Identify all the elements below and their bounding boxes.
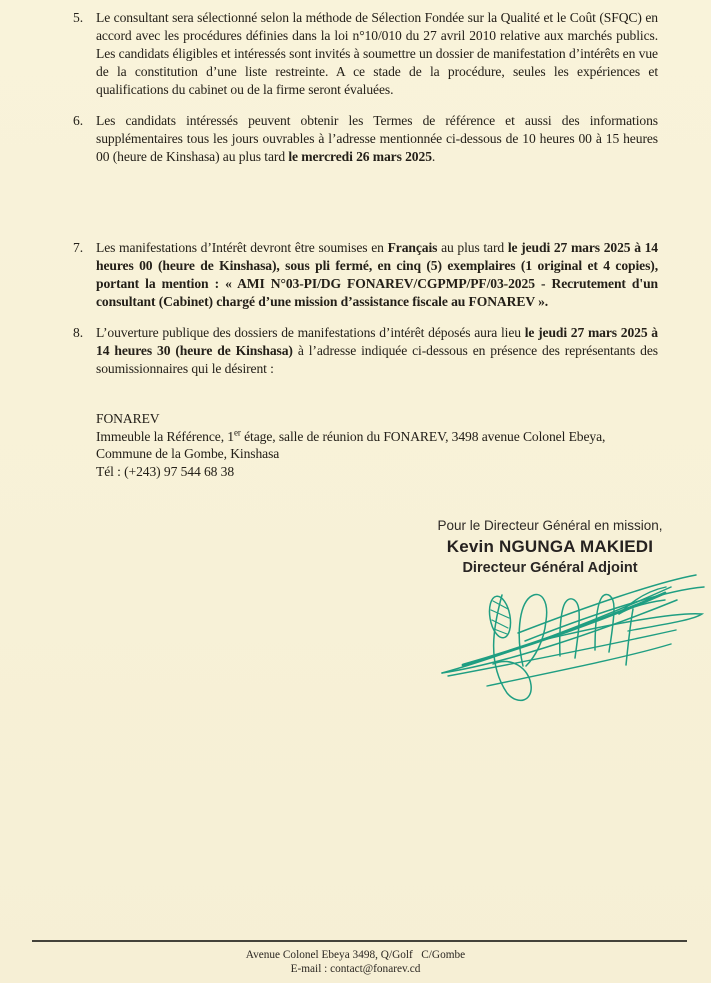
item-text: L’ouverture publique des dossiers de manifestations d’intérêt déposés aura lieu le jeudi 27 mars 2025 à 14 heures 30 (heure de Kinshasa) à l’adresse indiquée ci-dessous en présence des représentants des soumissionnaires qui le désirent :	[96, 325, 658, 376]
contact-city-line: Commune de la Gombe, Kinshasa	[96, 446, 280, 461]
item-text: Les candidats intéressés peuvent obtenir les Termes de référence et aussi des informations supplémentaires tous les jours ouvrables à l’adresse mentionnée ci-dessous de 10 heures 00 à 15 heures 00 (heure de Kinshasa) au plus tard le mercredi 26 mars 2025.	[96, 113, 658, 164]
item-number: 7.	[73, 240, 84, 255]
contact-phone-line: Tél : (+243) 97 544 68 38	[96, 463, 235, 479]
contact-address-line: Immeuble la Référence, 1er étage, salle de réunion du FONAREV, 3498 avenue Colonel Ebeya,	[96, 426, 606, 444]
signatory-title: Directeur Général Adjoint	[462, 560, 638, 576]
item-number: 5.	[73, 10, 84, 25]
item-text: Le consultant sera sélectionné selon la méthode de Sélection Fondée sur la Qualité et le Coût (SFQC) en accord avec les procédures définies dans la loi n°10/010 du 27 avril 2010 relative aux marchés publics. Les candidats éligibles et intéressés sont invités à soumettre un dossier de manifestation d’intérêts en vue de la constitution d’une liste restreinte. A ce stade de la procédure, seules les expériences et qualifications du cabinet ou de la firme seront évaluées.	[96, 10, 658, 97]
signatory-name: Kevin NGUNGA MAKIEDI	[446, 537, 654, 556]
contact-org-name: FONAREV	[96, 411, 160, 426]
contact-block	[96, 410, 658, 480]
list-item-7	[73, 239, 658, 311]
list-item-6	[73, 112, 658, 166]
item-text: Les manifestations d’Intérêt devront être soumises en Français au plus tard le jeudi 27 mars 2025 à 14 heures 00 (heure de Kinshasa), sous pli fermé, en cinq (5) exemplaires (1 original et 4 copies), portant la mention : « AMI N°03-PI/DG FONAREV/CGPMP/PF/03-2025 - Recrutement d'un consultant (Cabinet) chargé d’une mission d’assistance fiscale au FONAREV ».	[96, 240, 658, 309]
footer-divider	[32, 940, 687, 942]
numbered-list	[73, 9, 658, 378]
page-footer	[0, 948, 711, 976]
footer-email: E-mail : contact@fonarev.cd	[290, 963, 421, 975]
signature-scribble	[423, 568, 708, 710]
list-item-8	[73, 324, 658, 378]
item-number: 6.	[73, 113, 84, 128]
item-number: 8.	[73, 325, 84, 340]
list-item-5	[73, 9, 658, 99]
signature-for-line: Pour le Directeur Général en mission,	[437, 518, 663, 533]
footer-address: Avenue Colonel Ebeya 3498, Q/Golf C/Gombe	[245, 949, 466, 961]
